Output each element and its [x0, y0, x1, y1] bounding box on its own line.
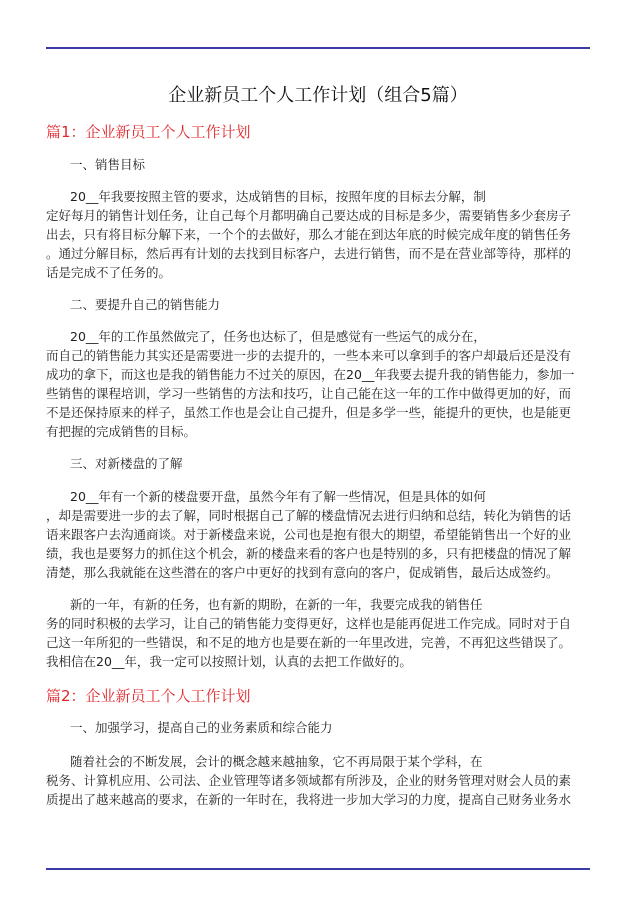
section-title: 三、对新楼盘的了解 — [70, 456, 183, 471]
text-line: 质提出了越来越高的要求，在新的一年时在，我将进一步加大学习的力度，提高自己财务业务水 — [46, 792, 572, 807]
text-line: 不是还保持原来的样子，虽然工作也是会让自己提升，但是多学一些，能提升的更快，也是能更 — [46, 405, 572, 420]
text-line: 出去，只有将目标分解下来，一个个的去做好，那么才能在到达年底的时候完成年度的销售任务 — [46, 227, 572, 242]
text-line: 语来跟客户去沟通商谈。对于新楼盘来说，公司也是抱有很大的期望，希望能销售出一个好的业 — [46, 527, 572, 542]
text-line: 成功的拿下，而这也是我的销售能力不过关的原因，在20__年我要去提升我的销售能力，参加一 — [46, 367, 575, 382]
document-title: 企业新员工个人工作计划（组合5篇） — [168, 85, 468, 106]
text-line: 20__年有一个新的楼盘要开盘，虽然今年有了解一些情况，但是具体的如何 — [70, 489, 486, 504]
text-line: 而自己的销售能力其实还是需要进一步的去提升的，一些本来可以拿到手的客户却最后还是没有 — [46, 348, 572, 363]
text-line: 我相信在20__年，我一定可以按照计划，认真的去把工作做好的。 — [46, 654, 412, 669]
text-line: 绩，我也是要努力的抓住这个机会，新的楼盘来看的客户也是特别的多，只有把楼盘的情况了解 — [46, 546, 572, 561]
text-line: 税务、计算机应用、公司法、企业管理等诸多领域都有所涉及，企业的财务管理对财会人员的素 — [46, 773, 572, 788]
text-line: 己这一年所犯的一些错误，和不足的地方也是要在新的一年里改进，完善，不再犯这些错误了。 — [46, 635, 572, 650]
text-line: 随着社会的不断发展，会计的概念越来越抽象，它不再局限于某个学科，在 — [70, 754, 483, 769]
text-line: 清楚，那么我就能在这些潜在的客户中更好的找到有意向的客户，促成销售，最后达成签约。 — [46, 565, 559, 580]
paragraph — [46, 487, 594, 582]
text-line: 定好每月的销售计划任务，让自己每个月都明确自己要达成的目标是多少，需要销售多少套房子 — [46, 208, 572, 223]
paragraph — [46, 187, 594, 282]
text-line: 些销售的课程培训，学习一些销售的方法和技巧，让自己能在这一年的工作中做得更加的好，而 — [46, 386, 572, 401]
article-2-heading: 篇2：企业新员工个人工作计划 — [46, 687, 251, 705]
footer-rule — [46, 868, 590, 870]
text-line: 20__年的工作虽然做完了，任务也达标了，但是感觉有一些运气的成分在， — [70, 329, 486, 344]
text-line: 务的同时积极的去学习，让自己的销售能力变得更好，这样也是能再促进工作完成。同时对于自 — [46, 616, 572, 631]
text-line: 。通过分解目标，然后再有计划的去找到目标客户，去进行销售，而不是在营业部等待，那样的 — [46, 246, 572, 261]
section-title: 一、销售目标 — [70, 157, 146, 172]
paragraph — [46, 595, 594, 671]
section-title: 二、要提升自己的销售能力 — [70, 297, 221, 312]
text-line: 话是完成不了任务的。 — [46, 265, 172, 280]
text-line: 新的一年，有新的任务，也有新的期盼，在新的一年，我要完成我的销售任 — [70, 597, 483, 612]
text-line: 有把握的完成销售的目标。 — [46, 424, 197, 439]
paragraph — [46, 752, 594, 809]
section-title: 一、加强学习，提高自己的业务素质和综合能力 — [70, 720, 333, 735]
text-line: ，却是需要进一步的去了解，同时根据自己了解的楼盘情况去进行归纳和总结，转化为销售的话 — [46, 508, 572, 523]
header-rule — [46, 47, 590, 49]
paragraph — [46, 327, 594, 441]
text-line: 20__年我要按照主管的要求，达成销售的目标，按照年度的目标去分解，制 — [70, 189, 486, 204]
article-1-heading: 篇1：企业新员工个人工作计划 — [46, 123, 251, 141]
